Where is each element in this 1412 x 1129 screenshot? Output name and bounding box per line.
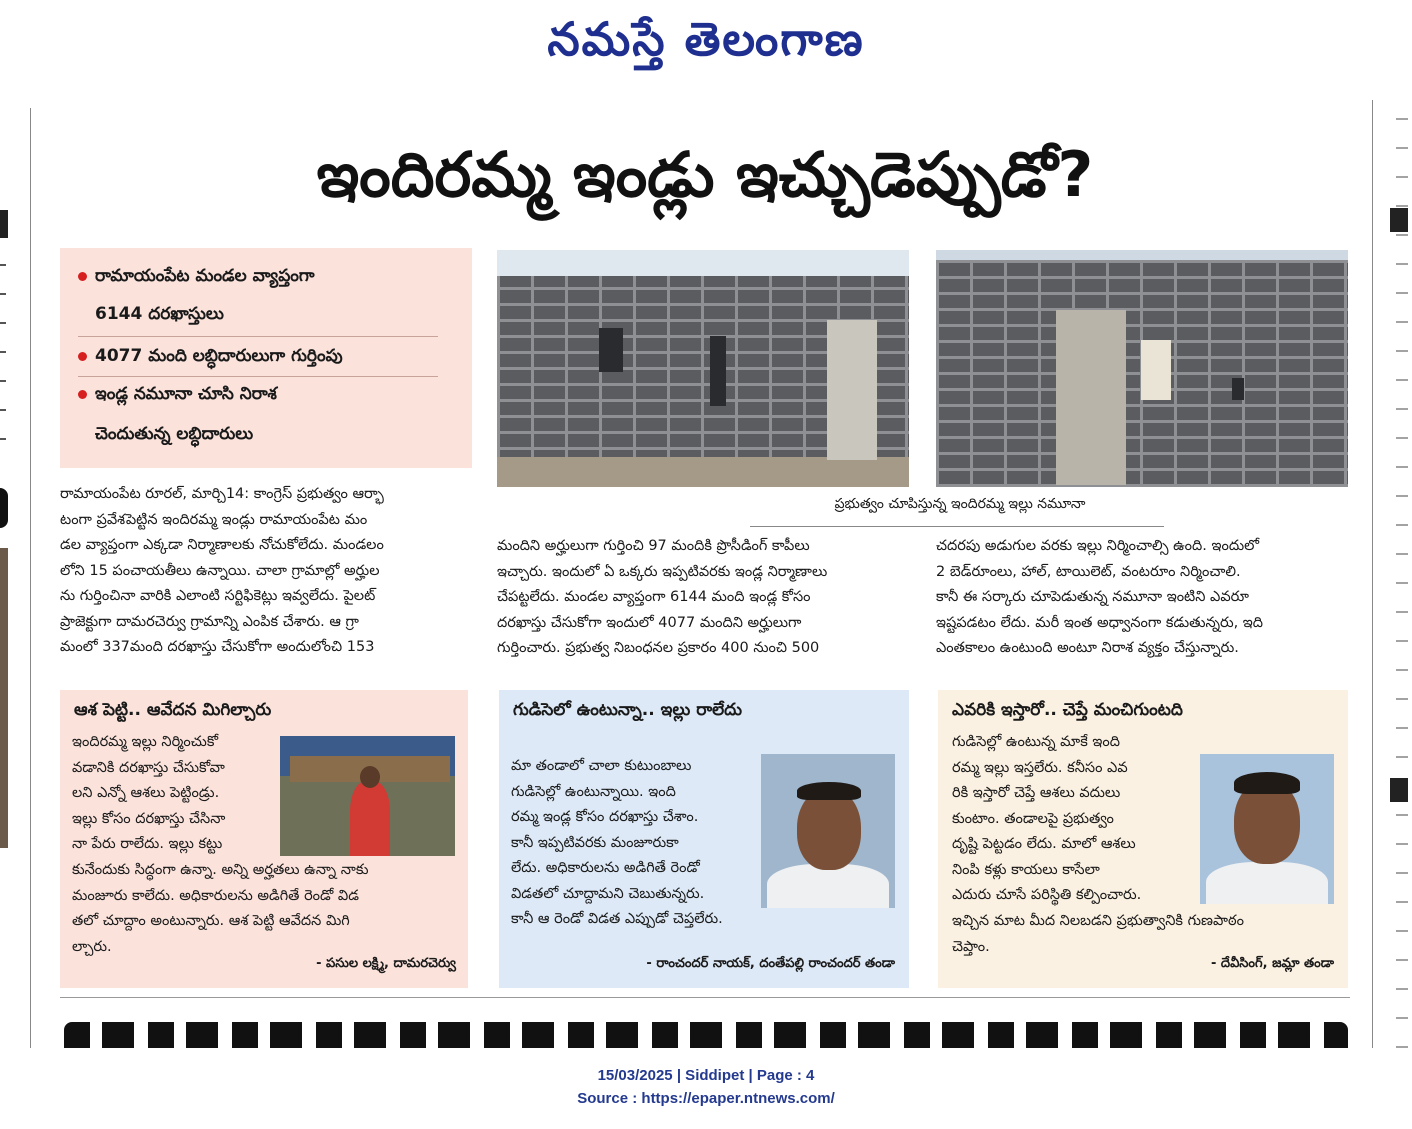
article-line: డల వ్యాప్తంగా ఎక్కడా నిర్మాణాలకు నోచుకోలేదు. మండలం bbox=[60, 537, 384, 553]
article-line: లోని 15 పంచాయతీలు ఉన్నాయి. చాలా గ్రామాల్లో అర్హుల bbox=[60, 562, 380, 579]
headline: ఇందిరమ్మ ఇండ్లు ఇచ్చుడెప్పుడో? bbox=[316, 138, 1094, 211]
house-photo-front bbox=[497, 250, 909, 487]
quote-attribution: - రాంచందర్ నాయక్, దంతేపల్లి రాంచందర్ తండా bbox=[646, 956, 895, 971]
article-line: కానీ ఈ సర్కారు చూపెడుతున్న నమూనా ఇంటిని ఎవరూ bbox=[936, 589, 1249, 605]
article-line: రామాయంపేట రూరల్, మార్చి14: కాంగ్రెస్ ప్రభుత్వం ఆర్భా bbox=[60, 486, 384, 502]
quote-box-2 bbox=[499, 690, 909, 988]
man-portrait-photo bbox=[761, 754, 895, 908]
caption-rule bbox=[750, 526, 1164, 527]
article-line: టంగా ప్రవేశపెట్టిన ఇందిరమ్మ ఇండ్లు రామాయంపేట మం bbox=[60, 511, 368, 528]
article-line: ప్రాజెక్టుగా దామరచెర్వు గ్రామాన్ని ఎంపిక చేశారు. ఆ గ్రా bbox=[60, 613, 359, 630]
quote-attribution: - పసుల లక్ష్మి, దామరచెర్వు bbox=[316, 956, 456, 971]
newspaper-title: నమస్తే తెలంగాణ bbox=[547, 12, 865, 66]
highlight-item: 6144 దరఖాస్తులు bbox=[95, 304, 224, 324]
quote-box-text: ఇందిరమ్మ ఇల్లు నిర్మించుకో వడానికి దరఖాస్తు చేసుకోవా లని ఎన్నో ఆశలు పెట్టిండ్రు. ఇల్లు కోసం దరఖాస్తు చేసినా నా పేరు రాలేదు. ఇల్లు కట్టు bbox=[72, 734, 226, 852]
left-edge-photo bbox=[0, 548, 8, 848]
quote-box-text: గుడిసెల్లో ఉంటున్న మాకే ఇంది రమ్మ ఇల్లు ఇస్తలేరు. కనీసం ఎవ రికి ఇస్తారో చెప్తే ఆశలు వదులు కుంటాం. తండాలపై ప్రభుత్వం దృష్టి పెట్టడం లేదు. మాలో ఆశలు నింపి కళ్లు కాయలు కాసేలా ఎదురు చూసే పరిస్థితి కల్పించారు. bbox=[952, 734, 1142, 903]
article-line: చదరపు అడుగుల వరకు ఇల్లు నిర్మించాల్సి ఉంది. ఇందులో bbox=[936, 538, 1260, 554]
highlight-item: 4077 మంది లబ్ధిదారులుగా గుర్తింపు bbox=[78, 336, 458, 376]
article-line: గుర్తించారు. ప్రభుత్వ నిబంధనల ప్రకారం 400 నుంచి 500 bbox=[497, 640, 820, 656]
article-line: చేపట్టలేదు. మండల వ్యాప్తంగా 6144 మంది ఇండ్ల కోసం bbox=[497, 589, 811, 605]
house-photo-interior bbox=[936, 250, 1348, 487]
man-portrait-photo bbox=[1200, 754, 1334, 904]
quote-box-1 bbox=[60, 690, 468, 988]
article-line: దరఖాస్తు చేసుకోగా ఇందులో 4077 మందిని అర్హులుగా bbox=[497, 614, 802, 631]
woman-photo bbox=[280, 736, 455, 856]
quote-attribution: - దేవీసింగ్, జమ్లా తండా bbox=[1210, 956, 1334, 971]
quote-box-text: మా తండాలో చాలా కుటుంబాలు గుడిసెల్లో ఉంటున్నాయి. ఇంది రమ్మ ఇండ్ల కోసం దరఖాస్తు చేశాం. కానీ ఇప్పటివరకు మంజూరుకా లేదు. అధికారులను అడిగితే రెండో విడతలో చూద్దామని చెబుతున్నరు. కానీ ఆ రెండో విడత ఎప్పుడో చెప్తలేరు. bbox=[511, 758, 723, 927]
left-edge-column bbox=[0, 210, 10, 440]
article-line: ఇష్టపడటం లేదు. మరీ ఇంత అధ్వానంగా కడుతున్నరు, ఇది bbox=[936, 614, 1264, 631]
masthead bbox=[0, 0, 1412, 90]
article-column-3 bbox=[936, 534, 1351, 662]
right-edge-column bbox=[1388, 100, 1412, 1048]
next-headline-cut bbox=[64, 1022, 1348, 1048]
quote-box-title: గుడిసెలో ఉంటున్నా.. ఇల్లు రాలేదు bbox=[513, 700, 743, 720]
article-line: 2 బెడ్‌రూంలు, హాల్, టాయిలెట్, వంటరూం నిర్మించాలి. bbox=[936, 563, 1241, 580]
quote-box-text-wide: కునేందుకు సిద్ధంగా ఉన్నా. అన్ని అర్హతలు ఉన్నా నాకు మంజూరు కాలేదు. అధికారులను అడిగితే రెండో విడ తలో చూద్దాం అంటున్నారు. ఆశ పెట్టి ఆవేదన మిగి ల్చారు. bbox=[72, 862, 369, 955]
quote-box-title: ఎవరికి ఇస్తారో.. చెప్తే మంచిగుంటది bbox=[952, 700, 1183, 720]
quote-box-3 bbox=[938, 690, 1348, 988]
footer-source: Source : https://epaper.ntnews.com/ bbox=[577, 1090, 835, 1107]
highlight-item: రామాయంపేట మండల వ్యాప్తంగా bbox=[78, 256, 458, 296]
photo-caption: ప్రభుత్వం చూపిస్తున్న ఇందిరమ్మ ఇల్లు నమూనా bbox=[834, 496, 1086, 512]
section-divider bbox=[60, 997, 1350, 998]
quote-box-title: ఆశ పెట్టి.. ఆవేదన మిగిల్చారు bbox=[74, 700, 272, 720]
highlight-item: ఇండ్ల నమూనా చూసి నిరాశ bbox=[78, 374, 458, 414]
article-column-2 bbox=[497, 534, 912, 662]
highlight-item: చెందుతున్న లబ్ధిదారులు bbox=[95, 424, 254, 444]
article-line: ఇచ్చారు. ఇందులో ఏ ఒక్కరు ఇప్పటివరకు ఇండ్ల నిర్మాణాలు bbox=[497, 563, 828, 580]
article-line: మంలో 337మంది దరఖాస్తు చేసుకోగా అందులోంచి 153 bbox=[60, 639, 375, 655]
footer-date-edition: 15/03/2025 | Siddipet | Page : 4 bbox=[597, 1067, 815, 1084]
bullet-icon bbox=[78, 390, 87, 399]
bullet-icon bbox=[78, 272, 87, 281]
article-line: ఎంతకాలం ఉంటుంది అంటూ నిరాశ వ్యక్తం చేస్తున్నారు. bbox=[936, 640, 1239, 656]
article-line: ను గుర్తించినా వారికి ఎలాంటి సర్టిఫికెట్లు ఇవ్వలేదు. పైలట్ bbox=[60, 588, 376, 604]
left-margin-rule bbox=[30, 108, 31, 1048]
left-edge-fragment bbox=[0, 488, 8, 528]
bullet-icon bbox=[78, 352, 87, 361]
article-column-1 bbox=[60, 482, 475, 661]
quote-box-text-wide: ఇచ్చిన మాట మీద నిలబడని ప్రభుత్వానికి గుణపాఠం చెప్తాం. bbox=[952, 913, 1244, 955]
right-margin-rule bbox=[1372, 100, 1373, 1048]
article-line: మందిని అర్హులుగా గుర్తించి 97 మందికి ప్రొసీడింగ్ కాపీలు bbox=[497, 538, 810, 554]
highlights-box bbox=[60, 248, 472, 468]
